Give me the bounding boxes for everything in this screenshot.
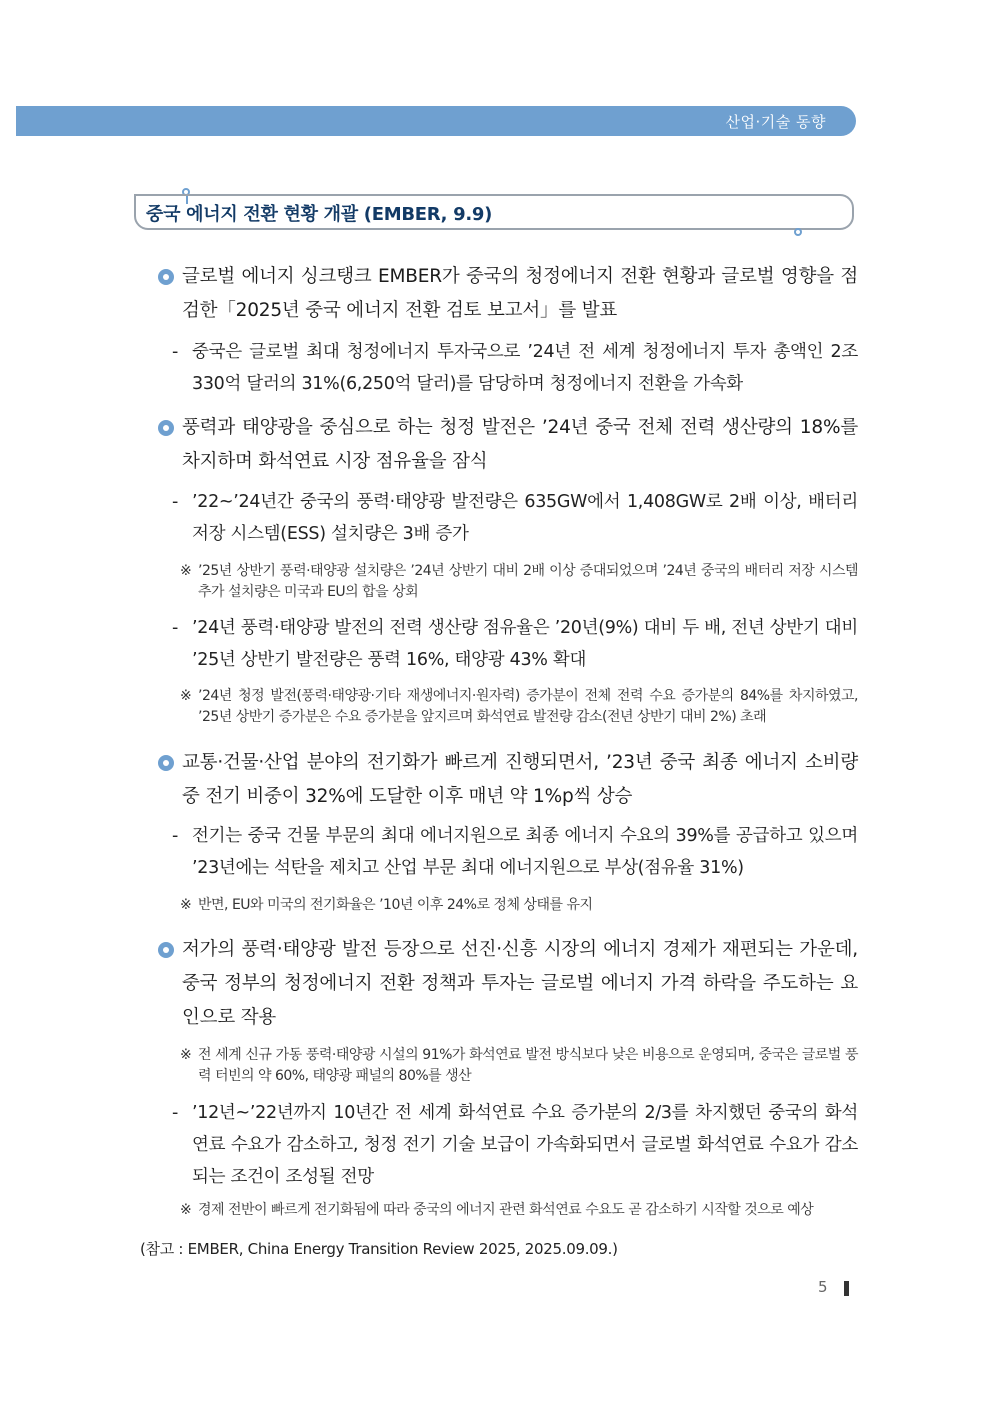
sub-item: - ’12년~’22년까지 10년간 전 세계 화석연료 수요 증가분의 2/3를 차지했던 중국의 화석연료 수요가 감소하고, 청정 전기 기술 보급이 가속화되면서 글로벌 화석연료 수요가 감소되는 조건이 조성될 전망 <box>172 1103 858 1187</box>
bullet-icon <box>158 420 174 436</box>
page-number-bar <box>844 1281 849 1296</box>
bullet-4: 저가의 풍력·태양광 발전 등장으로 선진·신흥 시장의 에너지 경제가 재편되는 가운데, 중국 정부의 청정에너지 전환 정책과 투자는 글로벌 에너지 가격 하락을 주도하는 요인으로 작용 <box>158 933 858 1035</box>
sub-item: - ’24년 풍력·태양광 발전의 전력 생산량 점유율은 ’20년(9%) 대비 두 배, 전년 상반기 대비 ’25년 상반기 발전량은 풍력 16%, 태양광 43% 확대 <box>172 618 858 670</box>
page-number: 5 <box>818 1278 828 1296</box>
bullet-icon <box>158 755 174 771</box>
sub-item: - 중국은 글로벌 최대 청정에너지 투자국으로 ’24년 전 세계 청정에너지 투자 총액인 2조 330억 달러의 31%(6,250억 달러)를 담당하며 청정에너지 전환을 가속화 <box>172 342 858 394</box>
note-item: ※ ’25년 상반기 풍력·태양광 설치량은 ’24년 상반기 대비 2배 이상 증대되었으며 ’24년 중국의 배터리 저장 시스템 추가 설치량은 미국과 EU의 합을 상회 <box>180 563 858 600</box>
note-item: ※ 반면, EU와 미국의 전기화율은 ’10년 이후 24%로 정체 상태를 유지 <box>180 897 593 913</box>
note-item: ※ 경제 전반이 빠르게 전기화됨에 따라 중국의 에너지 관련 화석연료 수요도 곧 감소하기 시작할 것으로 예상 <box>180 1202 814 1218</box>
section-label: 산업·기술 동향 <box>725 113 826 131</box>
bullet-2: 풍력과 태양광을 중심으로 하는 청정 발전은 ’24년 중국 전체 전력 생산량의 18%를 차지하며 화석연료 시장 점유율을 잠식 <box>158 411 858 479</box>
section-title-frame <box>134 188 860 238</box>
note-item: ※ 전 세계 신규 가동 풍력·태양광 시설의 91%가 화석연료 발전 방식보다 낮은 비용으로 운영되며, 중국은 글로벌 풍력 터빈의 약 60%, 태양광 패널의 80%를 생산 <box>180 1047 858 1084</box>
header-band <box>16 106 856 136</box>
bullet-icon <box>158 269 174 285</box>
page-title: 중국 에너지 전환 현황 개괄 (EMBER, 9.9) <box>146 204 493 225</box>
note-item: ※ ’24년 청정 발전(풍력·태양광·기타 재생에너지·원자력) 증가분이 전체 전력 수요 증가분의 84%를 차지하였고, ’25년 상반기 증가분은 수요 증가분을 앞지르며 화석연료 발전량 감소(전년 상반기 대비 2%) 초래 <box>180 688 858 725</box>
title-knob-bottom <box>794 228 802 236</box>
sub-item: - ’22~’24년간 중국의 풍력·태양광 발전량은 635GW에서 1,408GW로 2배 이상, 배터리 저장 시스템(ESS) 설치량은 3배 증가 <box>172 492 858 544</box>
bullet-icon <box>158 942 174 958</box>
reference-citation: (참고 : EMBER, China Energy Transition Review 2025, 2025.09.09.) <box>140 1240 618 1258</box>
bullet-3: 교통·건물·산업 분야의 전기화가 빠르게 진행되면서, ’23년 중국 최종 에너지 소비량 중 전기 비중이 32%에 도달한 이후 매년 약 1%p씩 상승 <box>158 746 858 814</box>
sub-item: - 전기는 중국 건물 부문의 최대 에너지원으로 최종 에너지 수요의 39%를 공급하고 있으며 ’23년에는 석탄을 제치고 산업 부문 최대 에너지원으로 부상(점유율 31%) <box>172 826 858 878</box>
bullet-1: 글로벌 에너지 싱크탱크 EMBER가 중국의 청정에너지 전환 현황과 글로벌 영향을 점검한「2025년 중국 에너지 전환 검토 보고서」를 발표 <box>158 260 858 328</box>
